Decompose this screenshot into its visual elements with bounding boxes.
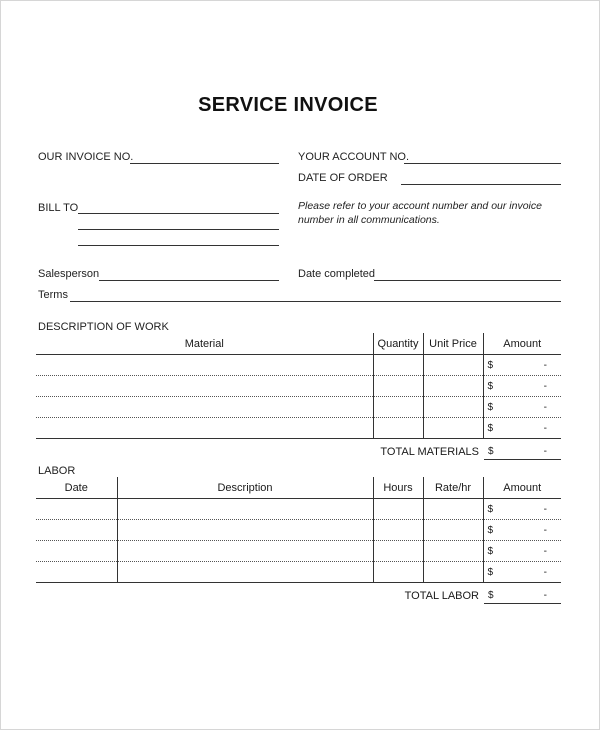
total-labor-value: - <box>543 590 547 601</box>
table-row <box>36 355 561 376</box>
date-of-order-label: DATE OF ORDER <box>298 172 388 184</box>
material-cell[interactable] <box>36 418 373 439</box>
amount-cell <box>483 541 561 562</box>
materials-header-row <box>36 333 561 355</box>
currency-symbol: $ <box>487 380 494 392</box>
column-header-hours: Hours <box>373 477 423 499</box>
material-cell[interactable] <box>36 355 373 376</box>
work-section-label: DESCRIPTION OF WORK <box>38 321 169 333</box>
unit-price-cell[interactable] <box>423 355 483 376</box>
currency-symbol: $ <box>487 401 494 413</box>
description-cell[interactable] <box>117 562 373 583</box>
rate-cell[interactable] <box>423 562 483 583</box>
salesperson-field[interactable] <box>99 280 279 281</box>
currency-symbol: $ <box>488 590 494 601</box>
total-labor-label: TOTAL LABOR <box>404 590 479 602</box>
currency-symbol: $ <box>487 545 494 557</box>
quantity-cell[interactable] <box>373 376 423 397</box>
labor-section-label: LABOR <box>38 465 76 477</box>
reference-note: Please refer to your account number and our invoice number in all communications. <box>298 200 542 226</box>
amount-cell <box>483 355 561 376</box>
rate-cell[interactable] <box>423 520 483 541</box>
currency-symbol: $ <box>488 446 494 457</box>
amount-value: - <box>543 566 547 578</box>
date-cell[interactable] <box>36 499 117 520</box>
currency-symbol: $ <box>487 566 494 578</box>
table-row <box>36 499 561 520</box>
bill-to-field-line3[interactable] <box>78 245 279 246</box>
quantity-cell[interactable] <box>373 355 423 376</box>
date-cell[interactable] <box>36 562 117 583</box>
currency-symbol: $ <box>487 503 494 515</box>
total-labor-field <box>484 588 561 604</box>
hours-cell[interactable] <box>373 562 423 583</box>
date-cell[interactable] <box>36 541 117 562</box>
quantity-cell[interactable] <box>373 418 423 439</box>
amount-value: - <box>543 401 547 413</box>
account-no-field[interactable] <box>404 163 561 164</box>
table-row <box>36 397 561 418</box>
column-header-date: Date <box>36 477 117 499</box>
amount-cell <box>483 562 561 583</box>
unit-price-cell[interactable] <box>423 376 483 397</box>
date-cell[interactable] <box>36 520 117 541</box>
currency-symbol: $ <box>487 524 494 536</box>
bill-to-field-line1[interactable] <box>78 213 279 214</box>
description-cell[interactable] <box>117 499 373 520</box>
amount-value: - <box>543 380 547 392</box>
column-header-material: Material <box>36 333 373 355</box>
material-cell[interactable] <box>36 397 373 418</box>
materials-table <box>36 333 561 439</box>
table-row <box>36 562 561 583</box>
invoice-no-label: OUR INVOICE NO. <box>38 151 134 163</box>
amount-cell <box>483 418 561 439</box>
unit-price-cell[interactable] <box>423 397 483 418</box>
currency-symbol: $ <box>487 359 494 371</box>
table-row <box>36 376 561 397</box>
table-row <box>36 541 561 562</box>
amount-cell <box>483 376 561 397</box>
total-materials-field <box>484 444 561 460</box>
amount-value: - <box>543 503 547 515</box>
account-no-label: YOUR ACCOUNT NO. <box>298 151 410 163</box>
material-cell[interactable] <box>36 376 373 397</box>
column-header-unit-price: Unit Price <box>423 333 483 355</box>
unit-price-cell[interactable] <box>423 418 483 439</box>
amount-cell <box>483 397 561 418</box>
quantity-cell[interactable] <box>373 397 423 418</box>
total-materials-value: - <box>543 446 547 457</box>
column-header-amount: Amount <box>483 477 561 499</box>
labor-table <box>36 477 561 583</box>
bill-to-field-line2[interactable] <box>78 229 279 230</box>
page-title: SERVICE INVOICE <box>198 94 378 116</box>
currency-symbol: $ <box>487 422 494 434</box>
salesperson-label: Salesperson <box>38 268 100 280</box>
rate-cell[interactable] <box>423 541 483 562</box>
invoice-no-field[interactable] <box>130 163 279 164</box>
hours-cell[interactable] <box>373 541 423 562</box>
amount-value: - <box>543 359 547 371</box>
date-completed-label: Date completed <box>298 268 376 280</box>
bill-to-label: BILL TO <box>38 202 79 214</box>
column-header-amount: Amount <box>483 333 561 355</box>
column-header-description: Description <box>117 477 373 499</box>
rate-cell[interactable] <box>423 499 483 520</box>
table-row <box>36 520 561 541</box>
date-completed-field[interactable] <box>374 280 561 281</box>
total-materials-label: TOTAL MATERIALS <box>380 446 479 458</box>
hours-cell[interactable] <box>373 499 423 520</box>
amount-value: - <box>543 545 547 557</box>
terms-label: Terms <box>38 289 68 301</box>
table-row <box>36 418 561 439</box>
column-header-quantity: Quantity <box>373 333 423 355</box>
amount-value: - <box>543 524 547 536</box>
amount-value: - <box>543 422 547 434</box>
column-header-rate: Rate/hr <box>423 477 483 499</box>
date-of-order-field[interactable] <box>401 184 561 185</box>
description-cell[interactable] <box>117 520 373 541</box>
terms-field[interactable] <box>70 301 561 302</box>
description-cell[interactable] <box>117 541 373 562</box>
hours-cell[interactable] <box>373 520 423 541</box>
amount-cell <box>483 520 561 541</box>
amount-cell <box>483 499 561 520</box>
labor-header-row <box>36 477 561 499</box>
